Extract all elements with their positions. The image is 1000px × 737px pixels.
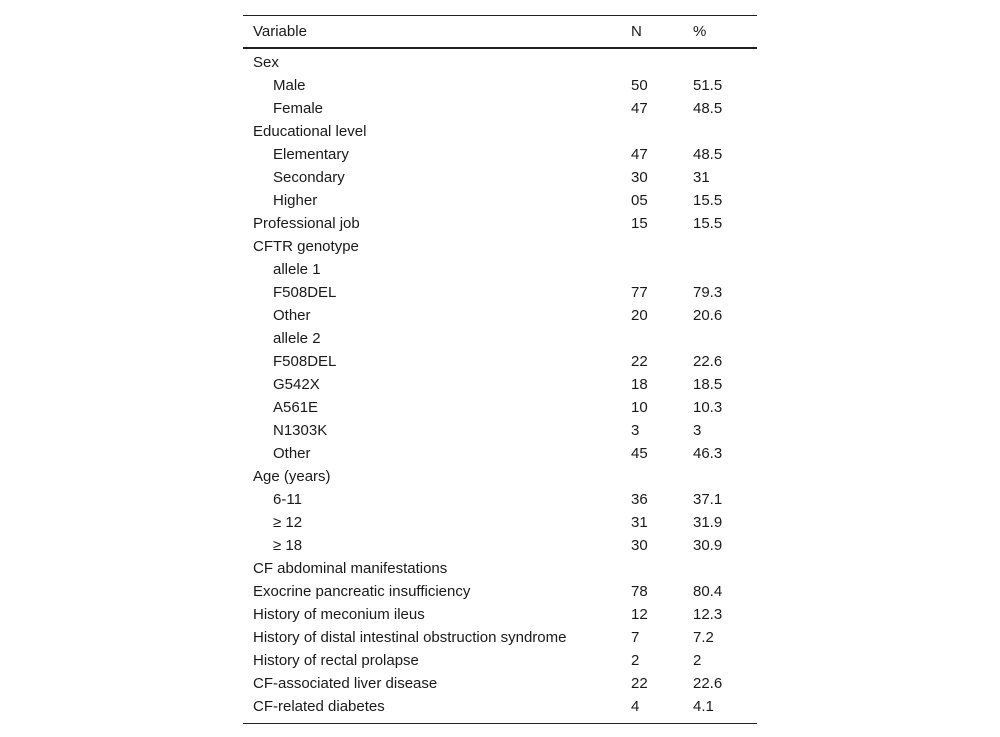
n-cell: 22 — [631, 353, 648, 370]
percent-cell — [683, 327, 757, 350]
n-cell — [621, 235, 683, 258]
percent-cell: 46.3 — [693, 445, 723, 462]
table-bottom-rule — [243, 723, 757, 724]
n-cell: 50 — [631, 77, 648, 94]
percent-cell: 37.1 — [693, 491, 723, 508]
table-row — [243, 465, 757, 488]
table-row — [243, 189, 757, 212]
n-cell: 2 — [631, 652, 640, 669]
variable-cell: allele 2 — [273, 330, 321, 347]
percent-cell: 80.4 — [693, 583, 723, 600]
percent-cell: 4.1 — [693, 698, 714, 715]
percent-cell — [683, 258, 757, 281]
variable-cell: ≥ 18 — [273, 537, 303, 554]
percent-cell: 15.5 — [693, 215, 723, 232]
percent-cell — [683, 235, 757, 258]
n-cell: 45 — [631, 445, 648, 462]
table-row — [243, 143, 757, 166]
table-row — [243, 304, 757, 327]
n-cell — [621, 465, 683, 488]
variable-cell: F508DEL — [273, 353, 337, 370]
table-row — [243, 695, 757, 718]
n-cell: 30 — [631, 169, 648, 186]
n-cell: 77 — [631, 284, 648, 301]
table-body — [243, 48, 757, 718]
variable-cell: History of distal intestinal obstruction syndrome — [253, 629, 567, 646]
table-row — [243, 511, 757, 534]
percent-cell — [683, 465, 757, 488]
variable-cell: ≥ 12 — [273, 514, 303, 531]
n-cell — [621, 51, 683, 74]
percent-cell: 15.5 — [693, 192, 723, 209]
variable-cell: CF-associated liver disease — [253, 675, 438, 692]
percent-cell: 48.5 — [693, 100, 723, 117]
table-row — [243, 166, 757, 189]
variable-cell: Age (years) — [253, 468, 331, 485]
table-row — [243, 672, 757, 695]
variable-cell: Higher — [273, 192, 318, 209]
n-cell: 7 — [631, 629, 640, 646]
n-cell: 15 — [631, 215, 648, 232]
n-cell: 22 — [631, 675, 648, 692]
variable-cell: History of meconium ileus — [253, 606, 425, 623]
percent-cell: 22.6 — [693, 353, 723, 370]
table-row — [243, 580, 757, 603]
table-row — [243, 120, 757, 143]
percent-cell: 30.9 — [693, 537, 723, 554]
variable-cell: History of rectal prolapse — [253, 652, 419, 669]
percent-cell: 7.2 — [693, 629, 714, 646]
table-row — [243, 51, 757, 74]
variable-cell: F508DEL — [273, 284, 337, 301]
variable-cell: Secondary — [273, 169, 345, 186]
percent-cell — [683, 557, 757, 580]
n-cell — [621, 258, 683, 281]
percent-cell: 12.3 — [693, 606, 723, 623]
variable-cell: Professional job — [253, 215, 360, 232]
variable-cell: Male — [273, 77, 306, 94]
percent-cell: 20.6 — [693, 307, 723, 324]
table-row — [243, 396, 757, 419]
variable-cell: Other — [273, 307, 311, 324]
table-row — [243, 626, 757, 649]
table-row — [243, 281, 757, 304]
n-cell: 20 — [631, 307, 648, 324]
variable-cell: allele 1 — [273, 261, 321, 278]
percent-cell: 51.5 — [693, 77, 723, 94]
variable-cell: N1303K — [273, 422, 328, 439]
table-header — [243, 16, 757, 49]
n-cell — [621, 120, 683, 143]
header-n: N — [631, 23, 642, 40]
variable-cell: CF-related diabetes — [253, 698, 385, 715]
table-row — [243, 235, 757, 258]
table-row — [243, 97, 757, 120]
n-cell: 10 — [631, 399, 648, 416]
variable-cell: CFTR genotype — [253, 238, 359, 255]
n-cell: 18 — [631, 376, 648, 393]
percent-cell: 31.9 — [693, 514, 723, 531]
variable-cell: Female — [273, 100, 324, 117]
percent-cell: 31 — [693, 169, 710, 186]
variable-cell: 6-11 — [273, 491, 302, 508]
variable-cell: Other — [273, 445, 311, 462]
variable-cell: A561E — [273, 399, 319, 416]
table-row — [243, 258, 757, 281]
table-row — [243, 212, 757, 235]
n-cell: 31 — [631, 514, 648, 531]
header-variable: Variable — [253, 23, 307, 40]
percent-cell: 79.3 — [693, 284, 723, 301]
table-row — [243, 419, 757, 442]
percent-cell — [683, 51, 757, 74]
percent-cell: 10.3 — [693, 399, 723, 416]
n-cell — [621, 327, 683, 350]
variable-cell: G542X — [273, 376, 320, 393]
variable-cell: Educational level — [253, 123, 367, 140]
variable-cell: Sex — [253, 54, 279, 71]
percent-cell: 18.5 — [693, 376, 723, 393]
table-row — [243, 350, 757, 373]
variable-cell: CF abdominal manifestations — [253, 560, 448, 577]
percent-cell: 48.5 — [693, 146, 723, 163]
table-row — [243, 373, 757, 396]
header-row — [243, 16, 757, 49]
table-row — [243, 74, 757, 97]
n-cell: 36 — [631, 491, 648, 508]
n-cell: 78 — [631, 583, 648, 600]
percent-cell: 2 — [693, 652, 702, 669]
table-row — [243, 557, 757, 580]
percent-cell — [683, 120, 757, 143]
percent-cell: 22.6 — [693, 675, 723, 692]
table-row — [243, 488, 757, 511]
characteristics-table-container — [243, 15, 757, 724]
n-cell: 47 — [631, 146, 648, 163]
n-cell: 47 — [631, 100, 648, 117]
n-cell — [621, 557, 683, 580]
n-cell: 05 — [631, 192, 648, 209]
percent-cell: 3 — [693, 422, 702, 439]
table-row — [243, 603, 757, 626]
table-row — [243, 649, 757, 672]
n-cell: 3 — [631, 422, 640, 439]
characteristics-table — [243, 15, 757, 718]
n-cell: 4 — [631, 698, 640, 715]
variable-cell: Elementary — [273, 146, 349, 163]
table-row — [243, 327, 757, 350]
variable-cell: Exocrine pancreatic insufficiency — [253, 583, 471, 600]
table-row — [243, 534, 757, 557]
header-percent: % — [693, 23, 707, 40]
n-cell: 30 — [631, 537, 648, 554]
table-row — [243, 442, 757, 465]
n-cell: 12 — [631, 606, 648, 623]
